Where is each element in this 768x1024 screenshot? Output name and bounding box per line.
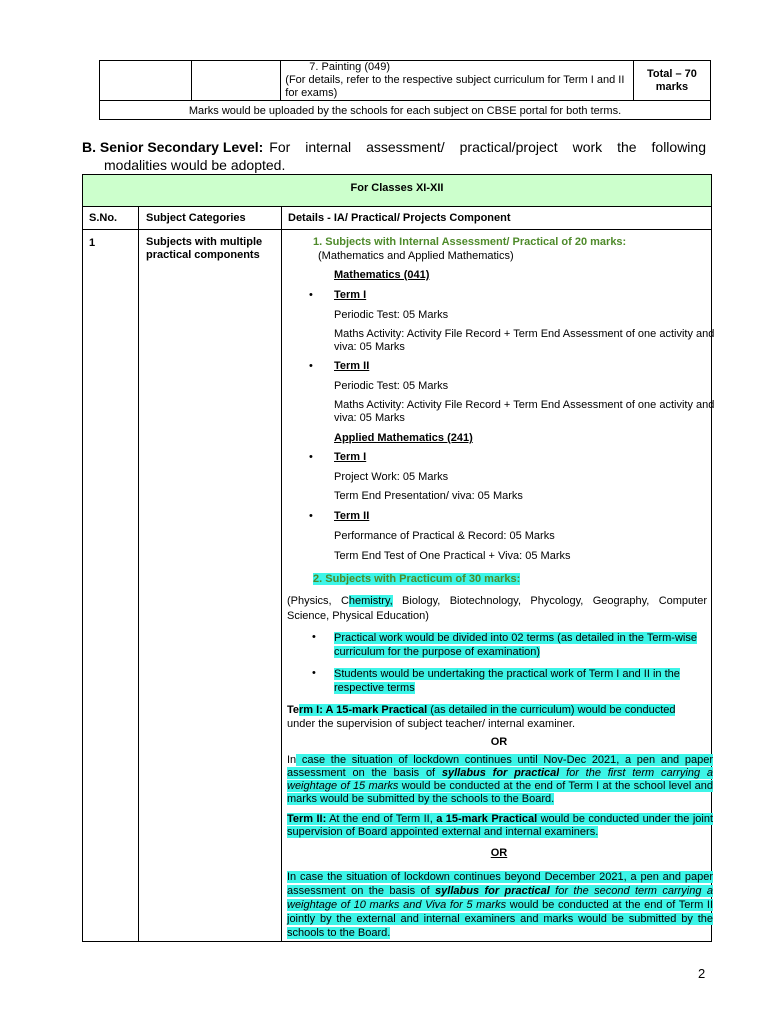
term1-label-b: rm I:: [299, 704, 323, 716]
maths-t2-periodic: Periodic Test: 05 Marks: [334, 380, 449, 392]
bullet-icon: •: [309, 289, 313, 301]
term2-intro: At the end of Term II,: [326, 813, 437, 825]
bullet2-text: Students would be undertaking the practical work of Term I and II in the respective terms: [334, 668, 680, 694]
term1-detail: (as detailed in the curriculum) would be conducted: [427, 704, 676, 716]
lock1-a: In: [287, 754, 297, 766]
col-categories-header: Subject Categories: [146, 212, 246, 224]
applied-t1-presentation: Term End Presentation/ viva: 05 Marks: [334, 490, 523, 502]
term1-practical-label: A 15-mark Practical: [322, 704, 428, 716]
subjects-text-hl: hemistry,: [348, 595, 393, 607]
top-table: [99, 60, 711, 120]
bullet-icon: •: [312, 667, 316, 679]
col-sno-header: S.No.: [89, 212, 118, 224]
lockdown-term1: [287, 754, 713, 806]
lock2-weightage: for the second term carrying a weightage of 10 marks and Viva for 5 marks: [287, 885, 713, 911]
term1-supervision: under the supervision of subject teacher/ internal examiner.: [287, 718, 575, 730]
lock1-syllabus: syllabus for practical: [441, 767, 560, 779]
top-cell-empty-1: [100, 61, 192, 101]
or-divider-1: OR: [490, 736, 508, 748]
term2-detail: would be conducted under the joint supervision of Board appointed external and internal examiners.: [287, 813, 713, 838]
subjects-text-a: (Physics, C: [287, 595, 349, 607]
bullet-icon: •: [309, 510, 313, 522]
lock1-e: would be conducted at the end of Term I at the school level and marks would be submitted by the schools to the Board.: [287, 780, 714, 805]
term2-practical-label: a 15-mark Practical: [436, 813, 538, 825]
band-title-cell: [83, 175, 711, 207]
bullet1-text: Practical work would be divided into 02 terms (as detailed in the Term-wise curriculum for the purpose of examination): [334, 632, 697, 658]
term2-practical: [287, 813, 713, 839]
bullet-icon: •: [309, 360, 313, 372]
applied-heading: Applied Mathematics (241): [334, 432, 473, 444]
practicum-subjects: [287, 594, 707, 624]
main-table: [82, 174, 715, 942]
subjects-text-b: Biology, Biotechnology, Phycology, Geography, Computer Science, Physical Education): [287, 595, 707, 622]
item1-sub: (Mathematics and Applied Mathematics): [318, 250, 514, 262]
applied-t1-project: Project Work: 05 Marks: [334, 471, 449, 483]
divider-2: [281, 207, 282, 941]
bullet-practical-terms: [334, 631, 714, 659]
page-number: 2: [698, 966, 706, 981]
lock2-a: In case the situation of lockdown continues beyond December 2021, a pen and paper assessment on the basis of: [287, 871, 713, 897]
top-cell-empty-2: [192, 61, 281, 101]
item2-title: 2. Subjects with Practicum of 30 marks:: [313, 573, 521, 585]
or-divider-2: OR: [490, 847, 508, 859]
lockdown-term2: [287, 870, 713, 940]
lock2-syllabus: syllabus for practical: [435, 885, 550, 897]
section-b-intro: For internal assessment/ practical/project work the following: [269, 139, 706, 155]
lock2-d: would be conducted at the end of Term II jointly by the external and internal examiners and marks would be submitted by the schools to the Board.: [287, 899, 713, 939]
item-painting: 7. Painting (049): [309, 61, 390, 73]
section-b-label: B. Senior Secondary Level:: [82, 139, 264, 155]
maths-t2-activity: Maths Activity: Activity File Record + Term End Assessment of one activity and viva: 05 Marks: [334, 399, 715, 424]
applied-t2-performance: Performance of Practical & Record: 05 Marks: [334, 530, 555, 542]
bullet-icon: •: [312, 631, 316, 643]
upload-note: Marks would be uploaded by the schools for each subject on CBSE portal for both terms.: [188, 105, 622, 117]
bullet-icon: •: [309, 451, 313, 463]
row-sno: 1: [89, 237, 96, 249]
bullet-undertaking: [334, 667, 714, 695]
row-category: Subjects with multiple practical components: [146, 236, 263, 261]
item2-title-wrap: [313, 573, 520, 586]
band-title: For Classes XI-XII: [350, 182, 444, 194]
header-row: [83, 207, 711, 230]
details-cell: [287, 229, 715, 941]
term1-label-a: Te: [287, 704, 300, 716]
applied-t2-test: Term End Test of One Practical + Viva: 05 Marks: [334, 550, 571, 562]
item-details: (For details, refer to the respective subject curriculum for Term I and II for exams): [285, 74, 625, 99]
maths-term2: Term II: [334, 360, 370, 372]
section-b-heading: [82, 138, 706, 174]
applied-term1: Term I: [334, 451, 367, 463]
maths-heading: Mathematics (041): [334, 269, 430, 281]
divider-1: [138, 207, 139, 941]
lock1-weightage: for the first term carrying a weightage of 15 marks: [287, 767, 713, 792]
term1-practical: [287, 703, 711, 731]
applied-term2: Term II: [334, 510, 370, 522]
maths-t1-periodic: Periodic Test: 05 Marks: [334, 309, 449, 321]
lock1-b: case the situation of lockdown continues until Nov-Dec 2021, a pen and paper assessment on the basis of: [287, 754, 713, 779]
maths-term1: Term I: [334, 289, 367, 301]
total-marks: Total – 70 marks: [646, 67, 697, 93]
maths-t1-activity: Maths Activity: Activity File Record + Term End Assessment of one activity and viva: 05 Marks: [334, 328, 715, 353]
section-b-intro-line2: modalities would be adopted.: [104, 157, 286, 173]
item1-title: 1. Subjects with Internal Assessment/ Practical of 20 marks:: [313, 236, 627, 248]
top-cell-item: [281, 61, 634, 101]
top-footer-cell: [100, 101, 711, 120]
top-cell-total: [633, 61, 710, 101]
col-details-header: Details - IA/ Practical/ Projects Component: [288, 212, 511, 224]
term2-label: Term II:: [287, 813, 327, 825]
